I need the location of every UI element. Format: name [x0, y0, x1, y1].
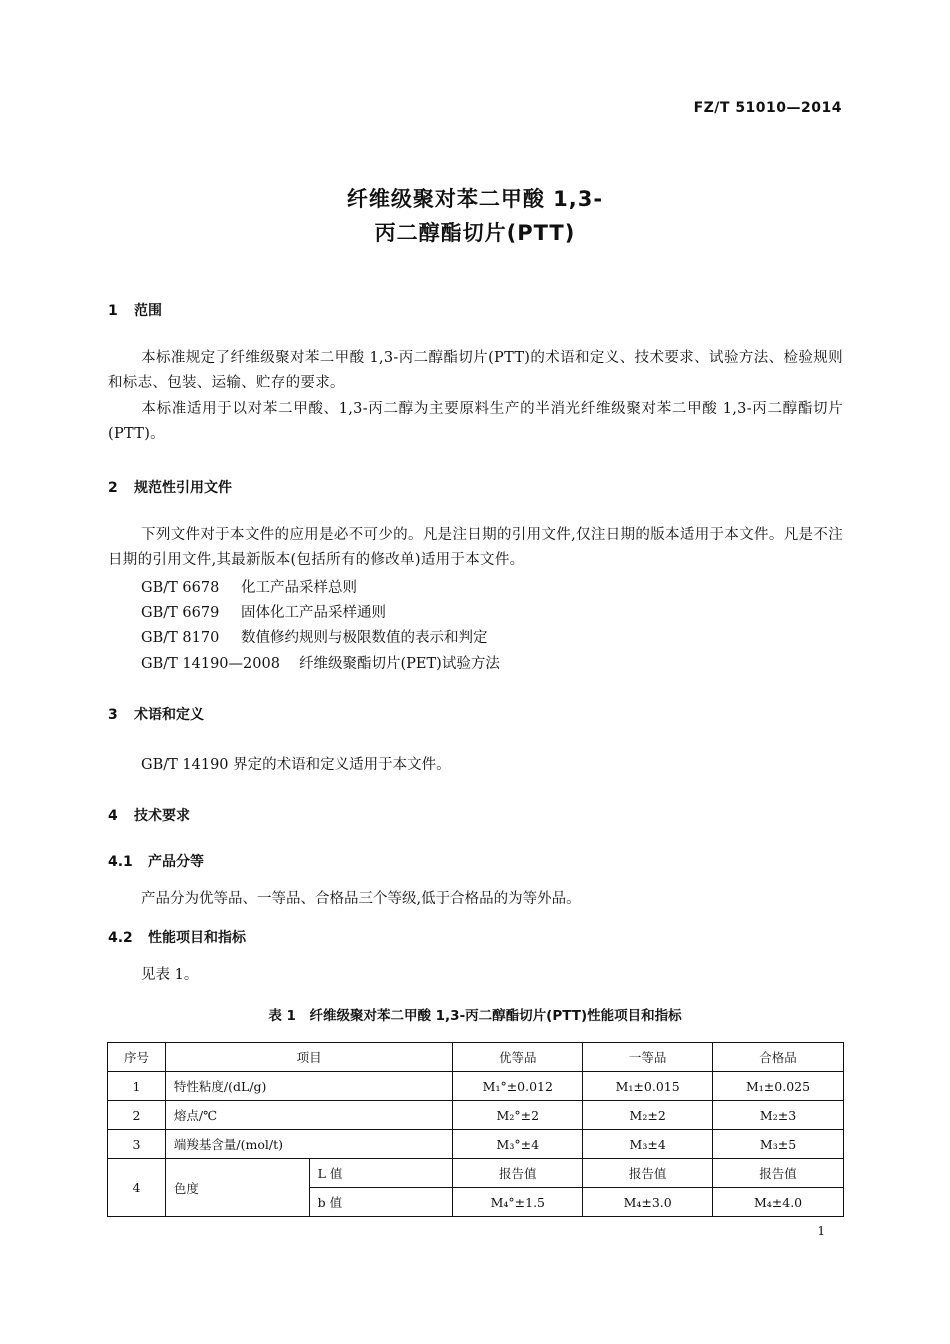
- subsection-title: 性能项目和指标: [148, 930, 246, 946]
- section-title: 技术要求: [134, 808, 190, 824]
- grade-a-value: 报告值: [453, 1159, 583, 1188]
- row-subitem: L 值: [309, 1159, 453, 1188]
- header-cell: 一等品: [583, 1043, 713, 1072]
- row-item: 端羧基含量/(mol/t): [165, 1130, 452, 1159]
- performance-table: [107, 1042, 844, 1217]
- grade-b-value: M₁±0.015: [583, 1072, 713, 1101]
- row-item: 色度: [165, 1159, 309, 1217]
- grade-b-value: 报告值: [583, 1159, 713, 1188]
- table-row: [108, 1130, 844, 1159]
- page-number: 1: [817, 1224, 825, 1238]
- reference-title: 化工产品采样总则: [241, 580, 357, 596]
- header-cell: 合格品: [713, 1043, 844, 1072]
- row-number: 2: [108, 1101, 166, 1130]
- grade-c-value: M₃±5: [713, 1130, 844, 1159]
- reference-code: GB/T 14190—2008: [141, 656, 280, 672]
- reference-item: [141, 576, 357, 597]
- document-title-line1: 纤维级聚对苯二甲酸 1,3-: [346, 187, 604, 211]
- reference-code: GB/T 8170: [141, 630, 220, 646]
- grade-c-value: M₂±3: [713, 1101, 844, 1130]
- grade-a-value: M₃°±4: [453, 1130, 583, 1159]
- grade-a-value: M₁°±0.012: [453, 1072, 583, 1101]
- section-number: 1: [108, 303, 118, 319]
- reference-code: GB/T 6679: [141, 605, 220, 621]
- section-2-heading: [108, 477, 232, 497]
- subsection-4-2-heading: [108, 927, 246, 947]
- paragraph-text: 下列文件对于本文件的应用是必不可少的。凡是注日期的引用文件,仅注日期的版本适用于本文件。凡是不注日期的引用文件,其最新版本(包括所有的修改单)适用于本文件。: [108, 527, 843, 568]
- section-title: 范围: [134, 303, 162, 319]
- standard-code: FZ/T 51010—2014: [693, 100, 842, 116]
- section-2-intro: [108, 523, 843, 573]
- row-subitem: b 值: [309, 1188, 453, 1217]
- section-number: 3: [108, 707, 118, 723]
- section-3-heading: [108, 704, 204, 724]
- section-1-heading: [108, 300, 162, 320]
- row-number: 4: [108, 1159, 166, 1217]
- header-cell: 序号: [108, 1043, 166, 1072]
- table-row: [108, 1072, 844, 1101]
- grade-c-value: M₁±0.025: [713, 1072, 844, 1101]
- subsection-4-1-text: 产品分为优等品、一等品、合格品三个等级,低于合格品的为等外品。: [141, 891, 581, 907]
- reference-code: GB/T 6678: [141, 580, 220, 596]
- section-number: 2: [108, 480, 118, 496]
- grade-b-value: M₃±4: [583, 1130, 713, 1159]
- row-item: 特性粘度/(dL/g): [165, 1072, 452, 1101]
- row-number: 1: [108, 1072, 166, 1101]
- reference-title: 固体化工产品采样通则: [241, 605, 386, 621]
- section-title: 规范性引用文件: [134, 480, 232, 496]
- header-cell: 项目: [165, 1043, 452, 1072]
- grade-c-value: 报告值: [713, 1159, 844, 1188]
- section-title: 术语和定义: [134, 707, 204, 723]
- document-title-line2: 丙二醇酯切片(PTT): [374, 221, 576, 245]
- reference-item: [141, 601, 386, 622]
- section-1-paragraph-2: [108, 397, 843, 447]
- subsection-number: 4.1: [108, 854, 133, 870]
- subsection-4-2-text: 见表 1。: [141, 967, 199, 983]
- grade-a-value: M₄°±1.5: [453, 1188, 583, 1217]
- section-3-text: GB/T 14190 界定的术语和定义适用于本文件。: [141, 757, 451, 773]
- header-cell: 优等品: [453, 1043, 583, 1072]
- subsection-number: 4.2: [108, 930, 133, 946]
- subsection-4-1-heading: [108, 851, 204, 871]
- reference-title: 数值修约规则与极限数值的表示和判定: [241, 630, 488, 646]
- grade-c-value: M₄±4.0: [713, 1188, 844, 1217]
- reference-title: 纤维级聚酯切片(PET)试验方法: [299, 656, 500, 672]
- table-caption: 表 1 纤维级聚对苯二甲酸 1,3-丙二醇酯切片(PTT)性能项目和指标: [268, 1008, 682, 1024]
- grade-a-value: M₂°±2: [453, 1101, 583, 1130]
- section-1-paragraph-1: [108, 346, 843, 396]
- table-header-row: [108, 1043, 844, 1072]
- paragraph-text: 本标准规定了纤维级聚对苯二甲酸 1,3-丙二醇酯切片(PTT)的术语和定义、技术要求、试验方法、检验规则和标志、包装、运输、贮存的要求。: [108, 350, 843, 391]
- row-item: 熔点/℃: [165, 1101, 452, 1130]
- table-row: [108, 1159, 844, 1188]
- table-row: [108, 1101, 844, 1130]
- grade-b-value: M₄±3.0: [583, 1188, 713, 1217]
- section-4-heading: [108, 805, 190, 825]
- grade-b-value: M₂±2: [583, 1101, 713, 1130]
- subsection-title: 产品分等: [148, 854, 204, 870]
- reference-item: [141, 626, 488, 647]
- reference-item: [141, 652, 500, 673]
- row-number: 3: [108, 1130, 166, 1159]
- section-number: 4: [108, 808, 118, 824]
- paragraph-text: 本标准适用于以对苯二甲酸、1,3-丙二醇为主要原料生产的半消光纤维级聚对苯二甲酸 1,3-丙二醇酯切片(PTT)。: [108, 401, 843, 442]
